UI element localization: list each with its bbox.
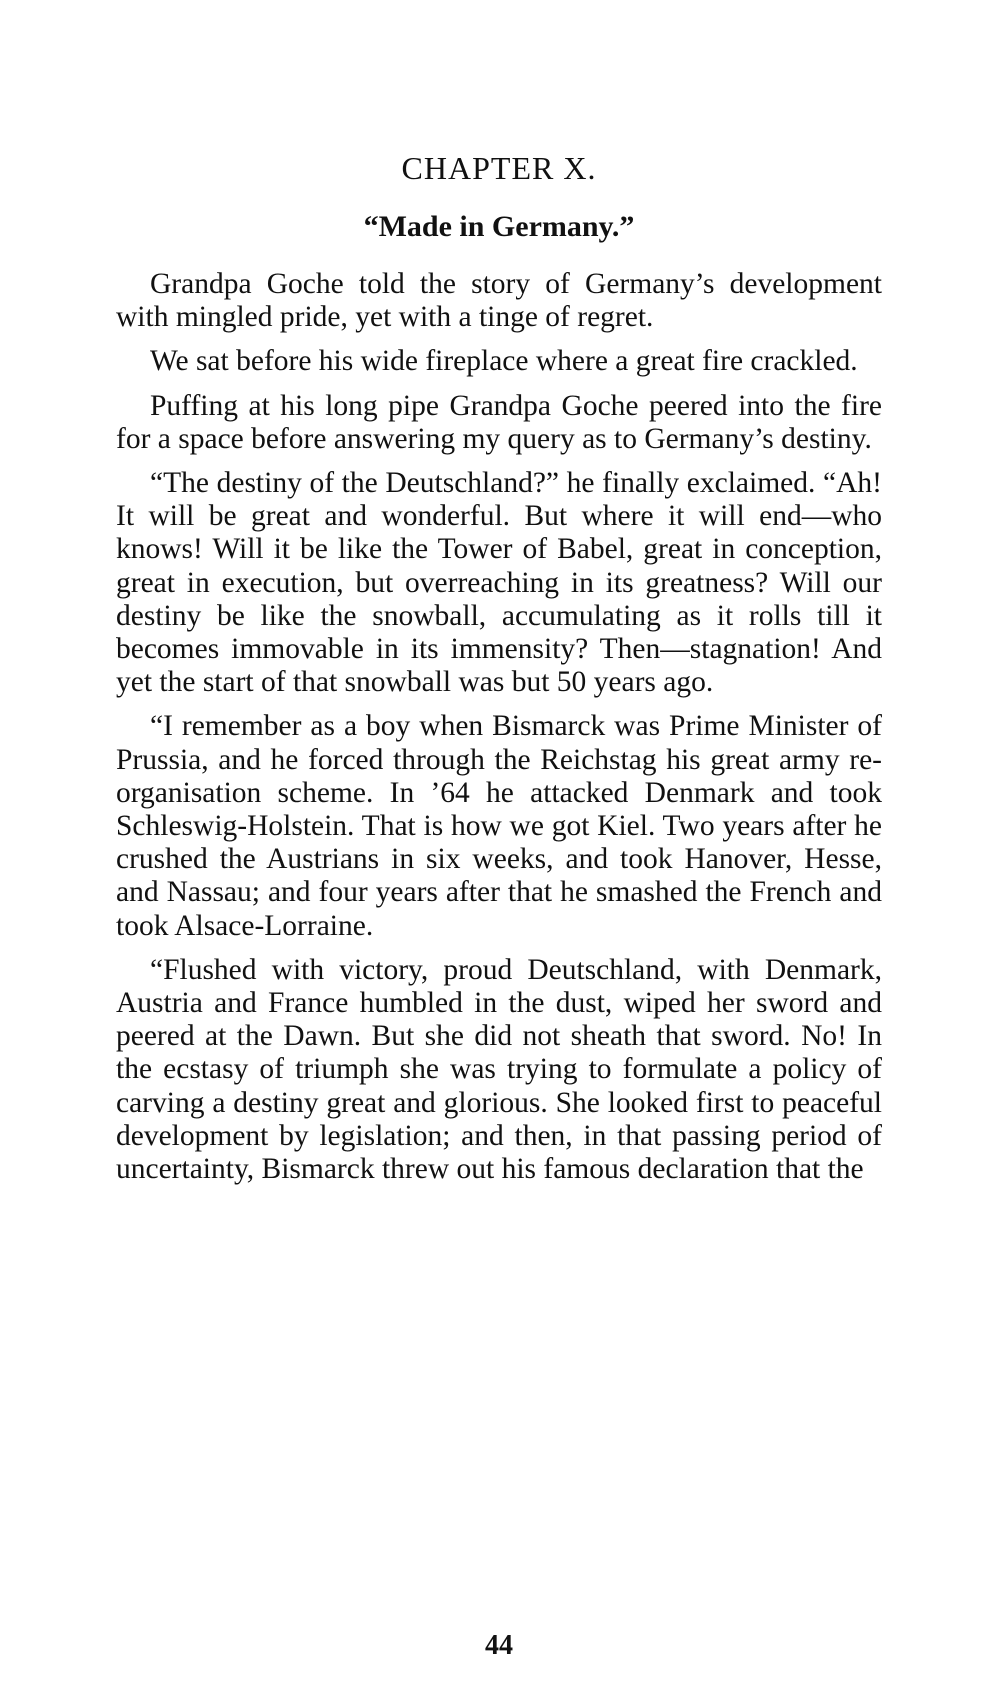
chapter-title: “Made in Germany.” <box>363 210 635 243</box>
page-number: 44 <box>485 1630 513 1661</box>
paragraph: “I remember as a boy when Bismarck was Prime Minister of Prussia, and he forced through the Reichstag his great army re-organisation scheme. In ’64 he attacked Denmark and took Schleswig-Holstein. That is how we got Kiel. Two years after he crushed the Austrians in six weeks, and took Hanover, Hesse, and Nassau; and four years after that he smashed the French and took Alsace-Lorraine. <box>116 710 882 942</box>
paragraph: Puffing at his long pipe Grandpa Goche peered into the fire for a space before answering my query as to Germany’s destiny. <box>116 389 882 455</box>
paragraph: “The destiny of the Deutschland?” he finally exclaimed. “Ah! It will be great and wonderful. But where it will end—who knows! Will it be like the Tower of Babel, great in conception, great in execution, but overreaching in its greatness? Will our destiny be like the snowball, accumulating as it rolls till it becomes immovable in its immensity? Then—stagnation! And yet the start of that snowball was but 50 years ago. <box>116 467 882 699</box>
body-text <box>116 268 882 1197</box>
paragraph: “Flushed with victory, proud Deutschland, with Denmark, Austria and France humbled in the dust, wiped her sword and peered at the Dawn. But she did not sheath that sword. No! In the ecstasy of triumph she was trying to formulate a policy of carving a destiny great and glorious. She looked first to peaceful development by legislation; and then, in that passing period of uncertainty, Bismarck threw out his famous declaration that the <box>116 953 882 1186</box>
book-page <box>116 0 882 1698</box>
paragraph: We sat before his wide fireplace where a great fire crackled. <box>150 345 858 378</box>
paragraph: Grandpa Goche told the story of Germany’s development with mingled pride, yet with a tinge of regret. <box>116 268 882 334</box>
chapter-heading: CHAPTER X. <box>401 150 597 186</box>
